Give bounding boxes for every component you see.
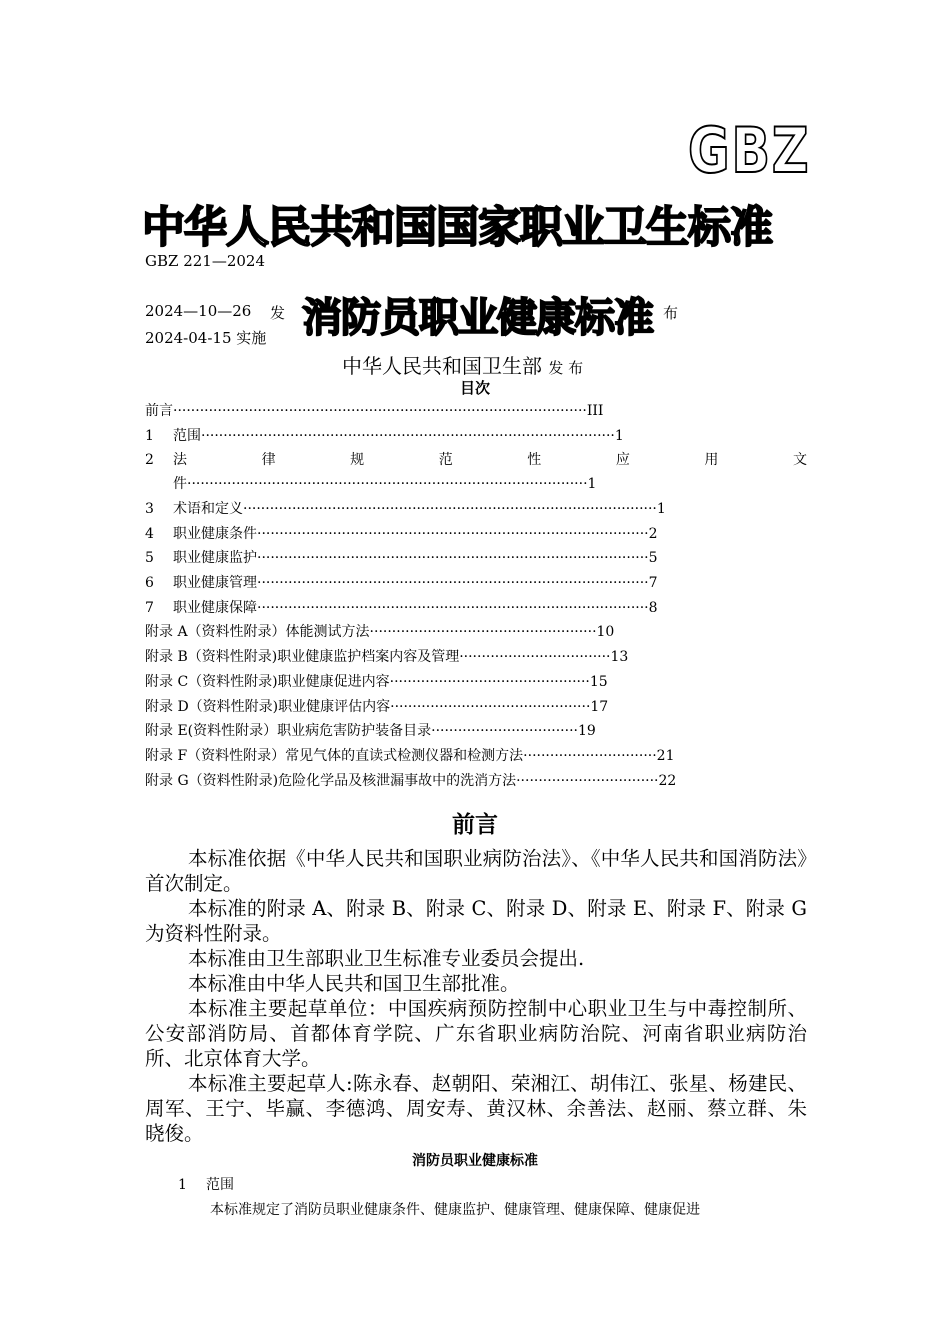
- publish-fa: 发: [270, 304, 286, 322]
- toc-law-char: 律: [261, 452, 276, 468]
- toc-heading: 目次: [459, 379, 490, 397]
- toc-entry-appendix[interactable]: [145, 744, 785, 769]
- toc-entry-num: 1: [145, 427, 154, 444]
- toc-entry-num: 6: [145, 575, 154, 592]
- toc-law-char: 应: [615, 452, 630, 468]
- preface-body: [145, 846, 807, 1146]
- toc-entry[interactable]: [145, 596, 785, 621]
- preface-paragraph: 本标准主要起草单位：中国疾病预防控制中心职业卫生与中毒控制所、公安部消防局、首都体育学院、广东省职业病防治院、河南省职业病防治所、北京体育大学。: [145, 997, 807, 1070]
- issuer-suffix: 发 布: [548, 359, 584, 377]
- toc-entry[interactable]: [145, 497, 785, 522]
- toc-law-char: 文: [792, 452, 807, 468]
- publish-date: 2024—10—26: [145, 302, 252, 320]
- toc-entry-text: 职业健康监护························································································5: [173, 550, 658, 567]
- gbz-logo: GBZ: [688, 114, 811, 187]
- category-title: 中华人民共和国国家职业卫生标准: [142, 203, 772, 253]
- preface-paragraph: 本标准由中华人民共和国卫生部批准。: [188, 972, 520, 995]
- toc-entry-scope[interactable]: [145, 424, 785, 449]
- effective-date: 2024-04-15 实施: [145, 329, 267, 347]
- body-title: 消防员职业健康标准: [412, 1153, 538, 1169]
- section-heading-scope: [178, 1174, 234, 1194]
- section-text: 本标准规定了消防员职业健康条件、健康监护、健康管理、健康保障、健康促进: [210, 1202, 700, 1218]
- section-title: 范围: [206, 1177, 234, 1193]
- toc-entry-text: 附录 A（资料性附录）体能测试方法···················································10: [145, 624, 615, 641]
- toc-entry-num: 2: [145, 452, 154, 468]
- toc-entry-text: 职业健康管理························································································7: [173, 575, 658, 592]
- toc-entry-law[interactable]: [145, 448, 807, 496]
- toc-entry[interactable]: [145, 522, 785, 547]
- toc-entry-appendix[interactable]: [145, 769, 785, 794]
- toc-entry-text-spaced: [173, 448, 807, 472]
- toc-law-char: 范: [438, 452, 453, 468]
- toc-entry-appendix[interactable]: [145, 645, 785, 670]
- toc-entry[interactable]: [145, 571, 785, 596]
- toc-entry-appendix[interactable]: [145, 695, 785, 720]
- toc-entry-num: 4: [145, 525, 154, 542]
- toc-entry-text: 附录 C（资料性附录)职业健康促进内容·············································15: [145, 673, 608, 690]
- toc-entry-num: 5: [145, 550, 154, 567]
- toc-entry-appendix[interactable]: [145, 719, 785, 744]
- toc-entry-text: 范围·····························································································1: [173, 427, 624, 444]
- preface-paragraph: 本标准的附录 A、附录 B、附录 C、附录 D、附录 E、附录 F、附录 G 为资料性附录。: [145, 897, 807, 945]
- toc-law-char: 性: [527, 452, 542, 468]
- standard-number: GBZ 221—2024: [145, 252, 265, 270]
- toc-entry-text: 附录 G（资料性附录)危险化学品及核泄漏事故中的洗消方法································22: [145, 772, 677, 789]
- toc-entry-appendix[interactable]: [145, 620, 785, 645]
- standard-title: 消防员职业健康标准: [302, 295, 653, 341]
- toc-entry-text: 职业健康条件························································································2: [173, 525, 658, 542]
- publish-bu: 布: [663, 304, 679, 322]
- toc-entry-text: 附录 B（资料性附录)职业健康监护档案内容及管理··································13: [145, 649, 629, 666]
- toc-law-char: 用: [704, 452, 719, 468]
- preface-paragraph: 本标准主要起草人:陈永春、赵朝阳、荣湘江、胡伟江、张星、杨建民、周军、王宁、毕赢、李德鸿、周安寿、黄汉林、余善法、赵丽、蔡立群、朱晓俊。: [145, 1072, 807, 1145]
- toc-entry-num: 7: [145, 599, 154, 616]
- preface-heading: 前言: [452, 812, 498, 838]
- preface-paragraph: 本标准由卫生部职业卫生标准专业委员会提出.: [188, 947, 585, 970]
- section-number: 1: [178, 1177, 187, 1193]
- toc-entry-text: 附录 D（资料性附录)职业健康评估内容·············································17: [145, 698, 609, 715]
- toc-entry-text: 职业健康保障························································································8: [173, 599, 658, 616]
- toc-entry-text: 前言·····························································································III: [145, 403, 604, 419]
- toc-entry-text-line2: 件··························································································1: [173, 476, 597, 492]
- preface-paragraph: 本标准依据《中华人民共和国职业病防治法》、《中华人民共和国消防法》首次制定。: [145, 847, 807, 895]
- toc-law-char: 法: [173, 452, 187, 468]
- issuer-name: 中华人民共和国卫生部: [342, 354, 542, 378]
- toc-entry-text: 附录 F（资料性附录）常见气体的直读式检测仪器和检测方法······························21: [145, 747, 675, 764]
- toc-law-char: 规: [350, 452, 365, 468]
- toc-entry-preface[interactable]: [145, 399, 785, 424]
- toc-entry-text: 附录 E(资料性附录）职业病危害防护装备目录·································19: [145, 723, 596, 740]
- toc-entry-appendix[interactable]: [145, 670, 785, 695]
- toc-entry[interactable]: [145, 546, 785, 571]
- toc-list-rest: [145, 497, 785, 793]
- issuer: [342, 350, 583, 379]
- toc-entry-num: 3: [145, 501, 154, 517]
- toc-entry-text: 术语和定义·····························································································1: [173, 501, 666, 517]
- toc-list: [145, 399, 785, 448]
